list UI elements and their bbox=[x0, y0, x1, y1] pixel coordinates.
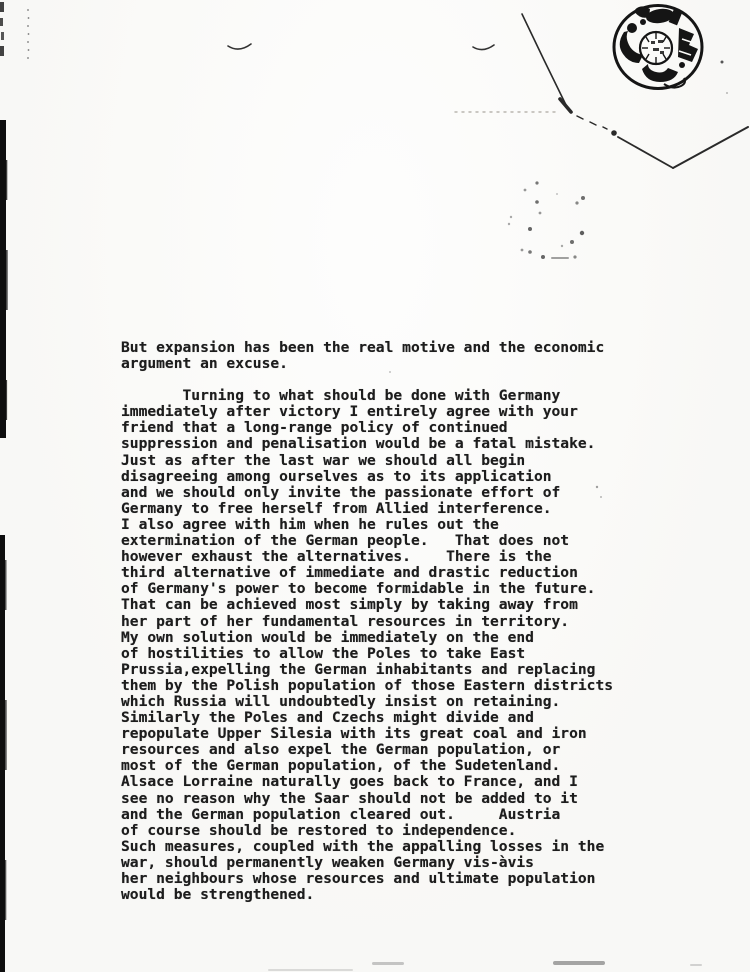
paragraph-1 bbox=[121, 340, 641, 372]
typewritten-line: however exhaust the alternatives. There is the bbox=[121, 548, 552, 566]
typewritten-line: see no reason why the Saar should not be added to it bbox=[121, 789, 578, 807]
typewritten-line: Such measures, coupled with the appalling losses in the bbox=[121, 837, 605, 855]
typewritten-line: Similarly the Poles and Czechs might divide and bbox=[121, 709, 534, 727]
typewritten-line: of Germany's power to become formidable in the future. bbox=[121, 580, 596, 598]
royal-coat-of-arms-seal-icon bbox=[614, 6, 702, 89]
scanner-edge-artifact-left bbox=[0, 120, 8, 972]
typewritten-line: third alternative of immediate and drastic reduction bbox=[121, 564, 578, 582]
typewritten-line: Prussia,expelling the German inhabitants and replacing bbox=[121, 660, 596, 678]
typewritten-line: of hostilities to allow the Poles to take East bbox=[121, 644, 526, 662]
typewritten-line: most of the German population, of the Sudetenland. bbox=[121, 757, 561, 775]
typewritten-line: repopulate Upper Silesia with its great coal and iron bbox=[121, 725, 587, 743]
postal-stamp-ghost bbox=[508, 181, 585, 259]
typewritten-line: them by the Polish population of those Eastern districts bbox=[121, 676, 614, 694]
typewritten-line: But expansion has been the real motive and the economic bbox=[121, 339, 605, 356]
typewritten-line: and we should only invite the passionate effort of bbox=[121, 483, 561, 501]
letter-body bbox=[121, 340, 641, 903]
typewritten-line: war, should permanently weaken Germany vis-àvis bbox=[121, 853, 534, 871]
typewritten-line: her part of her fundamental resources in territory. bbox=[121, 612, 570, 630]
scanner-edge-artifact-bottom bbox=[268, 961, 702, 971]
typewritten-line: suppression and penalisation would be a fatal mistake. bbox=[121, 435, 596, 453]
typewritten-line: That can be achieved most simply by taking away from bbox=[121, 596, 578, 614]
typewritten-line: Alsace Lorraine naturally goes back to France, and I bbox=[121, 773, 578, 791]
typewritten-line: immediately after victory I entirely agree with your bbox=[121, 403, 578, 421]
typewritten-line: Just as after the last war we should all begin bbox=[121, 451, 526, 469]
typewritten-line: and the German population cleared out. Austria bbox=[121, 805, 561, 823]
typewritten-line: My own solution would be immediately on the end bbox=[121, 628, 534, 646]
typewritten-line: I also agree with him when he rules out the bbox=[121, 515, 499, 533]
fold-crease-lines bbox=[455, 14, 748, 168]
typewritten-line: argument an excuse. bbox=[121, 355, 288, 373]
check-curve-marks bbox=[228, 44, 494, 50]
typewritten-line: disagreeing among ourselves as to its application bbox=[121, 467, 552, 485]
typewritten-line: her neighbours whose resources and ultimate population bbox=[121, 870, 596, 887]
typewritten-line: extermination of the German people. That does not bbox=[121, 532, 570, 550]
typewritten-line: resources and also expel the German population, or bbox=[121, 741, 561, 759]
typewritten-line: of course should be restored to independence. bbox=[121, 821, 517, 839]
typewritten-line: Turning to what should be done with Germany bbox=[121, 387, 561, 405]
typewritten-line: which Russia will undoubtedly insist on retaining. bbox=[121, 692, 561, 710]
scanner-speckles-top-left bbox=[0, 2, 29, 59]
typewritten-line: friend that a long-range policy of continued bbox=[121, 419, 508, 437]
typewritten-line: Germany to free herself from Allied interference. bbox=[121, 499, 552, 517]
typewritten-line: would be strengthened. bbox=[121, 886, 315, 904]
paragraph-2 bbox=[121, 388, 641, 903]
